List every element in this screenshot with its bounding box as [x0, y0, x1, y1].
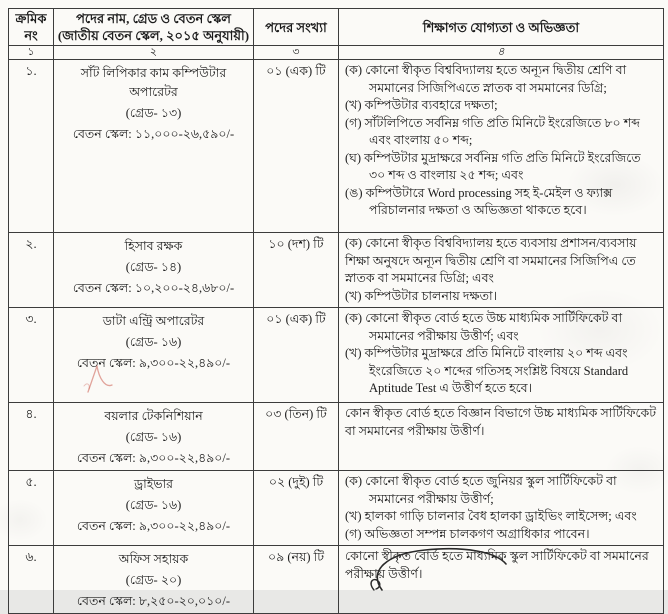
- post-cell: [54, 233, 254, 308]
- qualification-cell: [339, 471, 664, 546]
- qualification-item: (খ) কম্পিউটার চালনায় দক্ষতা।: [345, 288, 498, 303]
- post-scale: বেতন স্কেল: ৮,২৫০-২০,০১০/-: [76, 594, 231, 608]
- table-header-row: [9, 9, 664, 46]
- header-count: পদের সংখ্যা: [254, 9, 339, 46]
- post-grade: (গ্রেড- ২০): [125, 573, 182, 587]
- count-cell: ০৯ (নয়) টি: [254, 546, 339, 614]
- header-qualification: শিক্ষাগত যোগ্যতা ও অভিজ্ঞতা: [339, 9, 664, 46]
- table-row: [9, 308, 664, 403]
- post-name: ডাটা এন্ট্রি অপারেটর: [102, 314, 205, 328]
- post-name: বয়লার টেকনিশিয়ান: [104, 409, 203, 423]
- qualification-cell: [339, 60, 664, 233]
- header-post-line2: (জাতীয় বেতন স্কেল, ২০১৫ অনুযায়ী): [57, 28, 250, 43]
- table-row: [9, 403, 664, 471]
- qualification-item: কোন স্বীকৃত বোর্ড হতে বিজ্ঞান বিভাগে উচ্চ মাধ্যমিক সার্টিফিকেট বা সমমানের পরীক্ষায় উত্তীর্ণ।: [345, 406, 657, 438]
- header-post-line1: পদের নাম, গ্রেড ও বেতন স্কেল: [76, 11, 231, 26]
- post-scale: বেতন স্কেল: ৯,৩০০-২২,৪৯০/-: [76, 451, 231, 465]
- qualification-cell: [339, 233, 664, 308]
- table-row: [9, 60, 664, 233]
- post-name: অফিস সহায়ক: [118, 552, 189, 566]
- qualification-item: (খ) হালকা গাড়ি চালনার বৈধ হালকা ড্রাইভিং লাইসেন্স; এবং: [345, 509, 637, 523]
- column-number-2: ২: [54, 46, 254, 60]
- post-grade: (গ্রেড- ১৩): [125, 106, 182, 120]
- qualification-item: (ঙ) কম্পিউটারে Word processing সহ ই-মেইল ও ফ্যাক্স পরিচালনার দক্ষতা ও অভিজ্ঞতা থাকতে হবে।: [345, 185, 613, 217]
- post-cell: [54, 60, 254, 233]
- column-number-row: [9, 46, 664, 60]
- count-cell: ০১ (এক) টি: [254, 308, 339, 403]
- serial-cell: ৫.: [9, 471, 54, 546]
- post-name: হিসাব রক্ষক: [124, 239, 183, 253]
- post-cell: [54, 308, 254, 403]
- post-scale: বেতন স্কেল: ১১,০০০-২৬,৫৯০/-: [72, 127, 235, 141]
- post-grade: (গ্রেড- ১৪): [125, 260, 182, 274]
- qualification-item: (গ) সাঁটলিপিতে সর্বনিম্ন গতি প্রতি মিনিটে ইংরেজিতে ৮০ শব্দ এবং বাংলায় ৫০ শব্দ;: [345, 115, 640, 147]
- qualification-item: (ক) কোনো স্বীকৃত বিশ্ববিদ্যালয় হতে অন্যূন দ্বিতীয় শ্রেণি বা সমমানের সিজিপিএতে স্নাতক বা সমমানের ডিগ্রি;: [345, 63, 627, 95]
- count-cell: ১০ (দশ) টি: [254, 233, 339, 308]
- qualification-item: (ক) কোনো স্বীকৃত বোর্ড হতে উচ্চ মাধ্যমিক সার্টিফিকেট বা সমমানের পরীক্ষায় উত্তীর্ণ; এবং: [345, 311, 623, 343]
- post-scale: বেতন স্কেল: ১০,২০০-২৪,৬৮০/-: [72, 281, 235, 295]
- post-cell: [54, 471, 254, 546]
- count-cell: ০৩ (তিন) টি: [254, 403, 339, 471]
- qualification-item: (ক) কোনো স্বীকৃত বোর্ড হতে জুনিয়র স্কুল সার্টিফিকেট বা সমমানের পরীক্ষায় উত্তীর্ণ;: [345, 474, 617, 506]
- post-name: সাঁট লিপিকার কাম কম্পিউটার অপারেটর: [80, 66, 227, 99]
- post-cell: [54, 403, 254, 471]
- serial-cell: ৩.: [9, 308, 54, 403]
- serial-cell: ২.: [9, 233, 54, 308]
- table-row: [9, 233, 664, 308]
- column-number-1: ১: [9, 46, 54, 60]
- post-grade: (গ্রেড- ১৬): [125, 335, 182, 349]
- serial-cell: ৪.: [9, 403, 54, 471]
- qualification-item: কোনো স্বীকৃত বোর্ড হতে মাধ্যমিক স্কুল সার্টিফিকেট বা সমমানের পরীক্ষায় উত্তীর্ণ।: [345, 549, 649, 581]
- post-scale: বেতন স্কেল: ৯,৩০০-২২,৪৯০/-: [76, 519, 231, 533]
- column-number-4: ৪: [339, 46, 664, 60]
- post-name: ড্রাইভার: [133, 477, 174, 491]
- serial-cell: ১.: [9, 60, 54, 233]
- qualification-cell: [339, 403, 664, 471]
- table-row: [9, 471, 664, 546]
- header-serial: [9, 9, 54, 46]
- qualification-cell: [339, 308, 664, 403]
- qualification-item: (ঘ) কম্পিউটার মুদ্রাক্ষরে সর্বনিম্ন গতি প্রতি মিনিটে ইংরেজিতে ৩০ শব্দ ও বাংলায় ২৫ শব্দ; এবং: [345, 150, 641, 182]
- header-post: [54, 9, 254, 46]
- post-grade: (গ্রেড- ১৬): [125, 430, 182, 444]
- qualification-cell: [339, 546, 664, 614]
- post-cell: [54, 546, 254, 614]
- header-serial-line2: নং: [24, 28, 38, 43]
- count-cell: ০২ (দুই) টি: [254, 471, 339, 546]
- header-serial-line1: ক্রমিক: [15, 11, 47, 26]
- table-row: [9, 546, 664, 614]
- column-number-3: ৩: [254, 46, 339, 60]
- qualification-item: (গ) অভিজ্ঞতা সম্পন্ন চালকগণ অগ্রাধিকার পাবেন।: [345, 526, 590, 541]
- job-circular-table: [8, 8, 664, 614]
- qualification-item: (খ) কম্পিউটার মুদ্রাক্ষরে প্রতি মিনিটে বাংলায় ২০ শব্দ এবং ইংরেজিতে ২০ শব্দের গতিসহ সংশ্লিষ্ট বিষয়ে Standard Aptitude Test এ উত্তীর্ণ হতে হবে।: [345, 346, 629, 395]
- post-scale: বেতন স্কেল: ৯,৩০০-২২,৪৯০/-: [76, 356, 231, 370]
- qualification-item: (খ) কম্পিউটার ব্যবহারে দক্ষতা;: [345, 98, 498, 112]
- qualification-item: (ক) কোনো স্বীকৃত বিশ্ববিদ্যালয় হতে ব্যবসায় প্রশাসন/ব্যবসায় শিক্ষা অনুষদে অন্যূন দ্বিতীয় শ্রেণি বা সমমানের সিজিপিএ তে স্নাতক বা সমমানের ডিগ্রি; এবং: [345, 236, 637, 285]
- count-cell: ০১ (এক) টি: [254, 60, 339, 233]
- serial-cell: ৬.: [9, 546, 54, 614]
- post-grade: (গ্রেড- ১৬): [125, 498, 182, 512]
